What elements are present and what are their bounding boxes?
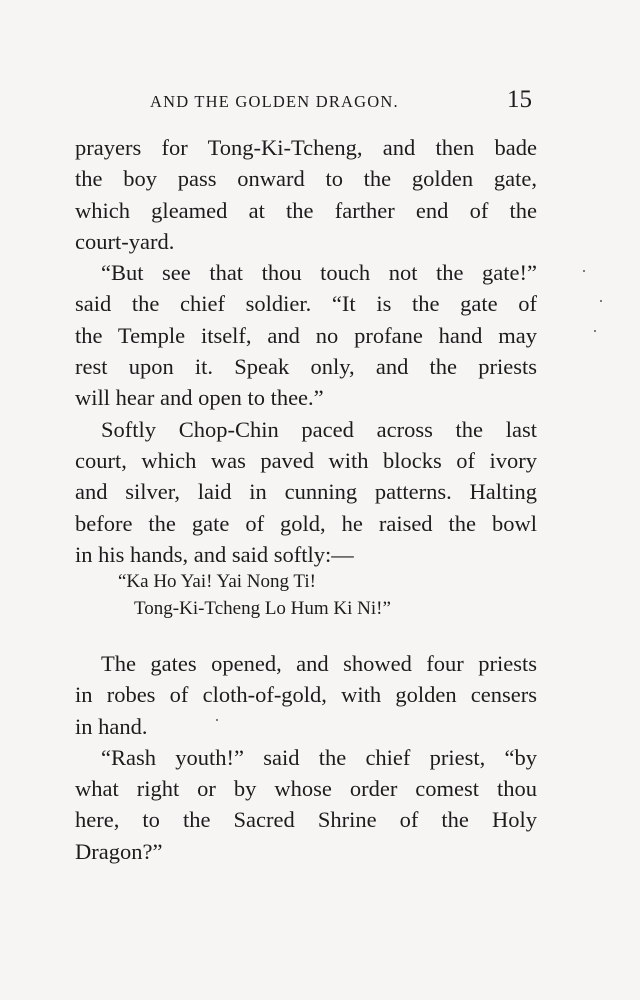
text-line: what right or by whose order comest thou — [75, 776, 537, 802]
paper-speck — [600, 300, 602, 302]
text-line: in robes of cloth-of-gold, with golden censers — [75, 682, 537, 708]
text-line: in hand. — [75, 713, 148, 739]
paper-speck — [594, 330, 596, 332]
paper-speck — [583, 270, 585, 272]
page-number: 15 — [507, 86, 532, 113]
verse-line: “Ka Ho Yai! Yai Nong Ti! — [118, 571, 316, 592]
text-line: court, which was paved with blocks of ivory — [75, 447, 537, 473]
text-line: prayers for Tong-Ki-Tcheng, and then bade — [75, 135, 537, 160]
text-line: said the chief soldier. “It is the gate of — [75, 291, 537, 317]
text-line: Softly Chop-Chin paced across the last — [101, 416, 537, 442]
verse-block — [118, 568, 391, 622]
text-line: the boy pass onward to the golden gate, — [75, 166, 537, 192]
text-line: “But see that thou touch not the gate!” — [101, 260, 537, 286]
text-line: The gates opened, and showed four priests — [101, 651, 537, 676]
text-line: in his hands, and said softly:— — [75, 541, 354, 567]
text-line: will hear and open to thee.” — [75, 385, 324, 411]
verse-line: Tong-Ki-Tcheng Lo Hum Ki Ni!” — [134, 598, 391, 619]
text-line: here, to the Sacred Shrine of the Holy — [75, 807, 537, 833]
text-block-after-verse — [75, 648, 537, 867]
paper-speck — [216, 719, 218, 721]
text-line: before the gate of gold, he raised the bowl — [75, 510, 537, 536]
running-head: AND THE GOLDEN DRAGON. — [150, 92, 399, 111]
text-line: and silver, laid in cunning patterns. Halting — [75, 479, 537, 505]
text-line: “Rash youth!” said the chief priest, “by — [101, 744, 537, 770]
text-line: which gleamed at the farther end of the — [75, 197, 537, 223]
text-line: the Temple itself, and no profane hand may — [75, 322, 537, 348]
text-line: Dragon?” — [75, 838, 163, 864]
text-line: rest upon it. Speak only, and the priests — [75, 354, 537, 380]
text-block-before-verse — [75, 132, 537, 570]
text-line: court-yard. — [75, 228, 175, 254]
